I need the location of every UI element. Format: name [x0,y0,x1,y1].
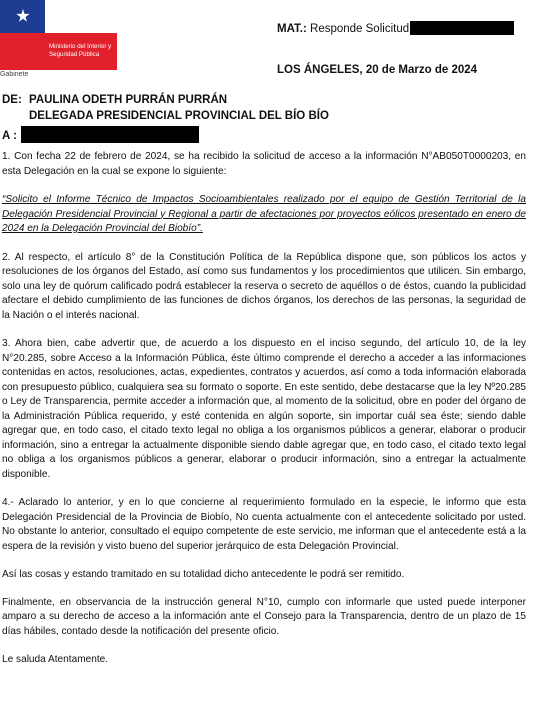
sender-name: PAULINA ODETH PURRÁN PURRÁN [29,94,228,106]
sender-label: DE: [2,94,22,106]
closing-line: Le saluda Atentamente. [2,654,109,665]
paragraph-2: 2. Al respecto, el artículo 8° de la Constitución Política de la República dispone que, son públicos los actos y resoluciones de los órganos del Estado, así como sus fundamentos y los procedimientos que utilicen. Sin embargo, solo una ley de quórum calificado podrá establecer la reserva o secreto de aquéllos o de éstos, cuando la publicidad afectare el debido cumplimiento de las funciones de dichos órganos, los derechos de las personas, la seguridad de la Nación o el interés nacional. [2,251,526,321]
redaction-box [410,21,514,35]
subject-label: MAT.: [277,23,307,35]
subject-line [277,21,514,35]
sender-title: DELEGADA PRESIDENCIAL PROVINCIAL DEL BÍO BÍO [29,110,329,122]
quoted-request: “Solicito el Informe Técnico de Impactos Socioambientales realizado por el equipo de Gestión Territorial de la Delegación Presidencial Provincial y Regional a partir de afectaciones por proyectos eólicos presentado en enero de 2024 en la Delegación Provincial del Biobío”. [2,194,526,234]
government-logo [0,0,117,78]
dateline: LOS ÁNGELES, 20 de Marzo de 2024 [277,64,478,76]
star-icon [16,9,30,23]
ministry-name: Ministerio del Interior y Seguridad Pública [49,43,112,58]
paragraph-5: Así las cosas y estando tramitado en su totalidad dicho antecedente le podrá ser remitido. [2,569,405,580]
paragraph-4: 4.- Aclarado lo anterior, y en lo que concierne al requerimiento formulado en la especie, le informo que esta Delegación Presidencial de la Provincia de Biobío, No cuenta actualmente con el antecedente solicitado por usted. No obstante lo anterior, consultado el equipo competente de este servicio, me informan que el antecedente está a la espera de la revisión y visto bueno del superior jerárquico de esta Delegación Provincial. [2,497,526,552]
subject-text: Responde Solicitud [310,23,410,35]
paragraph-6: Finalmente, en observancia de la instrucción general N°10, cumplo con informarle que usted puede interponer amparo a su derecho de acceso a la información ante el Consejo para la Transparencia, dentro de un plazo de 15 días hábiles, contado desde la notificación del presente oficio. [2,596,526,637]
sender-block [2,92,329,124]
recipient-label: A : [2,130,17,142]
letter-body [2,150,526,682]
paragraph-1: 1. Con fecha 22 de febrero de 2024, se ha recibido la solicitud de acceso a la información N°AB050T0000203, en esta Delegación en la cual se expone lo siguiente: [2,151,526,177]
logo-blue-field [0,0,45,33]
paragraph-3: 3. Ahora bien, cabe advertir que, de acuerdo a los dispuesto en el inciso segundo, del artículo 10, de la ley N°20.285, sobre Acceso a la Información Pública, éste último comprende el derecho a acceder a las informaciones contenidas en actos, resoluciones, actas, expedientes, contratos y acuerdos, así como a toda información elaborada con presupuesto público, cualquiera sea su formato o soporte. En este sentido, debe destacarse que la ley Nº20.285 o Ley de Transparencia, permite acceder a información que, al momento de la solicitud, obre en poder del órgano de la Administración Pública requerido, y esté contenida en algún soporte, sin importar cuál sea éste; siendo dable agregar que, en todo caso, el citado texto legal no obliga a los organismos públicos a generar, elaborar o producir información, sino a entregar la actualmente disponible siendo dable agregar que, en todo caso, el citado texto legal no obliga a los organismos públicos a generar, elaborar o producir información, sino a entregar la actualmente disponible. [2,338,526,480]
unit-name: Gabinete [0,71,29,78]
redaction-box [21,126,199,143]
recipient-line [2,126,199,143]
